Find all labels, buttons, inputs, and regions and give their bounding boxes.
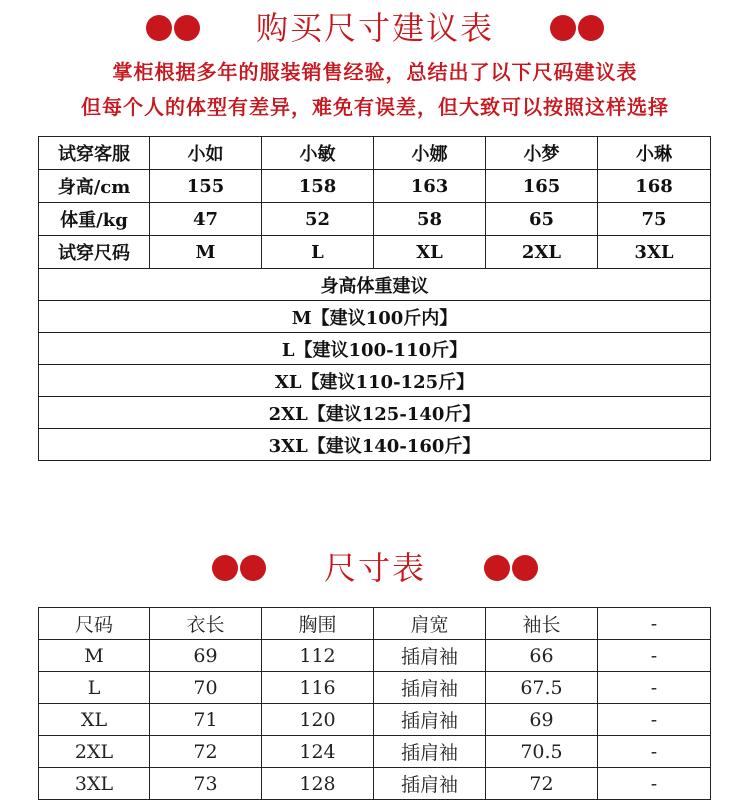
table-cell: 128 [262,768,374,800]
red-dot-icon [146,15,172,41]
section-heading-cell: 身高体重建议 [39,269,711,301]
note-line-1: 掌柜根据多年的服装销售经验，总结出了以下尺码建议表 [112,60,638,84]
table-cell: - [598,704,711,736]
table-cell: 70 [150,672,262,704]
header-cell: - [598,608,711,640]
table-cell: 75 [598,203,711,236]
table-cell: 168 [598,170,711,203]
table-cell: 70.5 [486,736,598,768]
header-cell: 试穿客服 [39,137,150,170]
size-title-row [0,544,750,592]
left-dots-decoration [212,555,266,581]
red-dot-icon [174,15,200,41]
table-cell: 插肩袖 [374,640,486,672]
table-cell: - [598,736,711,768]
table-cell: - [598,640,711,672]
header-cell: 小梦 [486,137,598,170]
table-cell: 52 [262,203,374,236]
table-row [39,333,711,365]
table-row [39,397,711,429]
table-cell: 69 [150,640,262,672]
red-dot-icon [240,555,266,581]
header-cell: 小娜 [374,137,486,170]
size-chart-title: 尺寸表 [323,549,426,587]
header-cell: 肩宽 [374,608,486,640]
table-cell: - [598,672,711,704]
table-row [39,365,711,397]
table-cell: 67.5 [486,672,598,704]
weight-advice-cell: 2XL【建议125-140斤】 [39,397,711,429]
row-label-cell: 身高/cm [39,170,150,203]
table-cell: 插肩袖 [374,704,486,736]
header-cell: 尺码 [39,608,150,640]
red-dot-icon [212,555,238,581]
header-cell: 小如 [150,137,262,170]
table-cell: 3XL [39,768,150,800]
table-cell: 163 [374,170,486,203]
table-row [39,768,711,800]
table-cell: 73 [150,768,262,800]
red-dot-icon [578,15,604,41]
header-cell: 胸围 [262,608,374,640]
header-cell: 衣长 [150,608,262,640]
table-cell: 165 [486,170,598,203]
size-chart-table [38,607,711,800]
table-cell: - [598,768,711,800]
table-cell: 插肩袖 [374,768,486,800]
table-cell: 158 [262,170,374,203]
table-cell: 2XL [39,736,150,768]
table-row [39,203,711,236]
recommend-title-row [0,4,750,52]
weight-advice-cell: 3XL【建议140-160斤】 [39,429,711,461]
table-row [39,170,711,203]
right-dots-decoration [484,555,538,581]
table-cell: 124 [262,736,374,768]
table-cell: 120 [262,704,374,736]
header-cell: 小琳 [598,137,711,170]
table-cell: 47 [150,203,262,236]
table-cell: M [39,640,150,672]
red-dot-icon [512,555,538,581]
table-cell: 155 [150,170,262,203]
header-cell: 袖长 [486,608,598,640]
weight-advice-cell: XL【建议110-125斤】 [39,365,711,397]
table-cell: 58 [374,203,486,236]
table-row [39,236,711,269]
red-dot-icon [550,15,576,41]
table-cell: L [39,672,150,704]
table-row [39,269,711,301]
size-recommendation-table [38,136,711,461]
table-cell: 66 [486,640,598,672]
table-cell: 72 [486,768,598,800]
note-line-2: 但每个人的体型有差异，难免有误差，但大致可以按照这样选择 [81,95,669,119]
header-cell: 小敏 [262,137,374,170]
table-row [39,704,711,736]
table-cell: M [150,236,262,269]
table-cell: 2XL [486,236,598,269]
table-cell: L [262,236,374,269]
table-cell: 71 [150,704,262,736]
weight-advice-cell: M【建议100斤内】 [39,301,711,333]
table-cell: 插肩袖 [374,672,486,704]
table-cell: XL [374,236,486,269]
table-cell: 116 [262,672,374,704]
table-cell: 插肩袖 [374,736,486,768]
table-header-row [39,608,711,640]
table-row [39,640,711,672]
table-cell: 3XL [598,236,711,269]
table-cell: 65 [486,203,598,236]
recommend-title: 购买尺寸建议表 [255,9,494,47]
table-cell: 69 [486,704,598,736]
table-cell: 112 [262,640,374,672]
table-cell: 72 [150,736,262,768]
row-label-cell: 体重/kg [39,203,150,236]
right-dots-decoration [550,15,604,41]
table-row [39,672,711,704]
table-header-row [39,137,711,170]
red-dot-icon [484,555,510,581]
weight-advice-cell: L【建议100-110斤】 [39,333,711,365]
table-cell: XL [39,704,150,736]
table-row [39,429,711,461]
row-label-cell: 试穿尺码 [39,236,150,269]
table-row [39,301,711,333]
left-dots-decoration [146,15,200,41]
table-row [39,736,711,768]
